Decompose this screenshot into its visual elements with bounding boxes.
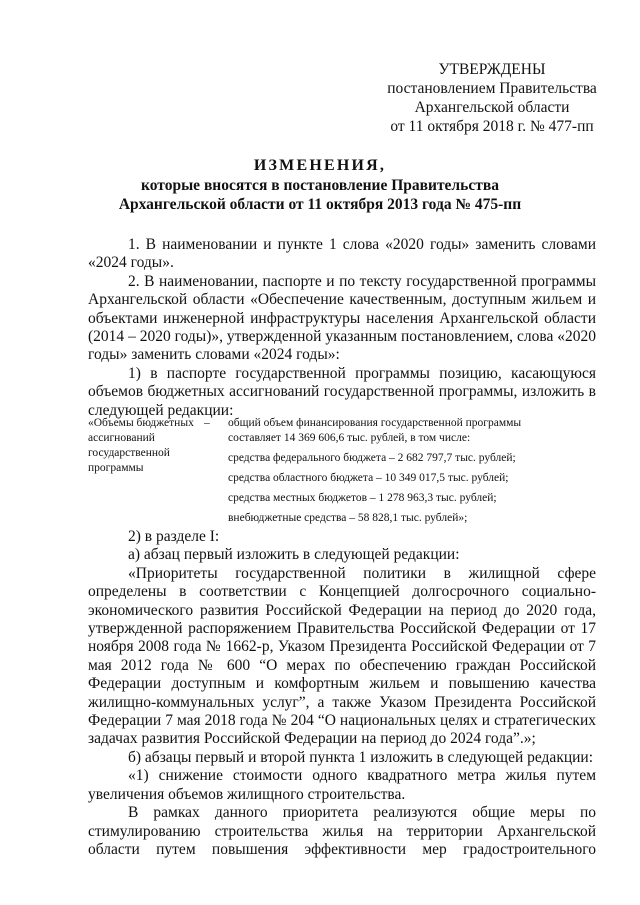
- paragraph-measures: В рамках данного приоритета реализуются общие меры по стимулированию строительства жилья на территории Архангельской области путем повышения эффективности мер градостроительного: [88, 804, 596, 858]
- table-dash: –: [204, 417, 210, 429]
- document-title: [60, 156, 580, 214]
- paragraph-section: 2) в разделе I:: [128, 528, 220, 545]
- title-main: ИЗМЕНЕНИЯ,: [253, 157, 387, 174]
- approval-line: постановлением Правительства: [387, 80, 597, 97]
- table-row: общий объем финансирования государственной программы: [228, 417, 522, 429]
- table-row: средства областного бюджета – 10 349 017,5 тыс. рублей;: [228, 472, 509, 484]
- approval-heading: УТВЕРЖДЕНЫ: [438, 61, 546, 78]
- title-subtitle: которые вносятся в постановление Правительства: [141, 177, 499, 194]
- title-subtitle: Архангельской области от 11 октября 2013 года № 475-пп: [118, 196, 522, 213]
- paragraph-subitem-a: а) абзац первый изложить в следующей редакции:: [128, 546, 460, 564]
- table-right-cell: [228, 416, 598, 531]
- items-block: [88, 236, 596, 420]
- paragraph-quote: «Приоритеты государственной политики в жилищной сфере определены в соответствии с Концепцией долгосрочного социально-экономического развития Российской Федерации на период до 2020 года, утвержденной распоряжением Правительства Российской Федерации от 17 ноября 2008 года № 1662-р, Указом Президента Российской Федерации от 7 мая 2012 года № 600 “О мерах по обеспечению граждан Российской Федерации доступным и комфортным жильем и повышению качества жилищно-коммунальных услуг”, а также Указом Президента Российской Федерации 7 мая 2018 года № 204 “О национальных целях и стратегических задачах развития Российской Федерации на период до 2024 года”.»;: [88, 564, 596, 748]
- table-row: составляет 14 369 606,6 тыс. рублей, в том числе:: [228, 432, 471, 444]
- paragraph-item-2: 2. В наименовании, паспорте и по тексту государственной программы Архангельской области «Обеспечение качественным, доступным жильем и объектами инженерной инфраструктуры населения Архангельской области (2014 – 2020 годы)», утвержденной указанным постановлением, слова «2020 годы» заменить словами «2024 годы»:: [88, 272, 596, 364]
- approval-date: от 11 октября 2018 г. № 477-пп: [390, 118, 594, 135]
- approval-line: Архангельской области: [414, 99, 570, 116]
- approval-stamp: [372, 60, 612, 136]
- table-row: средства местных бюджетов – 1 278 963,3 тыс. рублей;: [228, 492, 497, 504]
- table-left-cell: «Объемы бюджетных ассигнований государственной программы: [88, 417, 194, 474]
- paragraph-priority: «1) снижение стоимости одного квадратного метра жилья путем увеличения объемов жилищного строительства.: [88, 767, 596, 803]
- section-block: [88, 528, 596, 859]
- paragraph-item-1: 1. В наименовании и пункте 1 слова «2020 годы» заменить словами «2024 годы».: [88, 236, 596, 272]
- paragraph-item-3: 1) в паспорте государственной программы позицию, касающуюся объемов бюджетных ассигнований государственной программы, изложить в следующей редакции:: [88, 364, 596, 419]
- paragraph-subitem-b: б) абзацы первый и второй пункта 1 изложить в следующей редакции:: [128, 748, 594, 766]
- table-row: внебюджетные средства – 58 828,1 тыс. рублей»;: [228, 512, 468, 524]
- table-row: средства федерального бюджета – 2 682 797,7 тыс. рублей;: [228, 452, 516, 464]
